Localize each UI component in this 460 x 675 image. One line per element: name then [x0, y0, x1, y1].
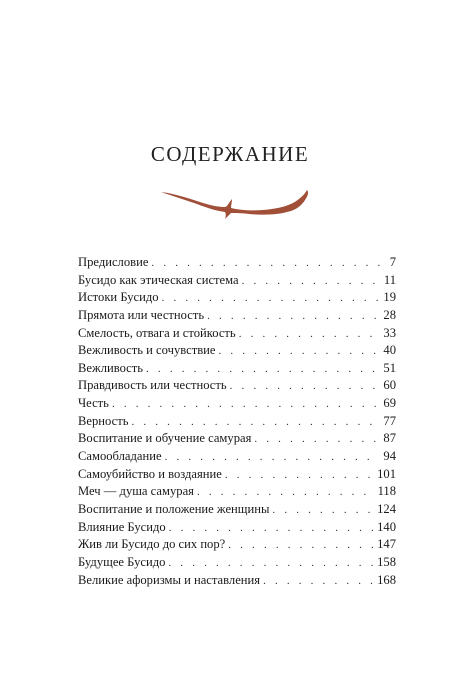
toc-entry-title: Влияние Бусидо	[78, 519, 166, 534]
toc-entry[interactable]	[78, 413, 396, 431]
toc-entry[interactable]	[78, 307, 396, 325]
toc-entry-page-number: 168	[377, 572, 396, 587]
toc-entry[interactable]	[78, 430, 396, 448]
toc-entry-title: Меч — душа самурая	[78, 484, 194, 499]
dot-leader	[207, 308, 379, 326]
dot-leader	[239, 326, 380, 344]
dot-leader	[168, 555, 373, 573]
dot-leader	[272, 502, 373, 520]
dot-leader	[225, 467, 373, 485]
toc-entry-title: Жив ли Бусидо до сих пор?	[78, 537, 226, 552]
toc-entry[interactable]	[78, 342, 396, 360]
dot-leader	[162, 290, 380, 308]
toc-entry-title: Верность	[78, 413, 129, 428]
toc-entry-title: Самообладание	[78, 449, 162, 464]
toc-entry-page-number: 51	[383, 360, 396, 375]
toc-entry[interactable]	[78, 572, 396, 590]
toc-entry-page-number: 124	[377, 501, 396, 516]
toc-entry-page-number: 94	[383, 449, 396, 464]
toc-entry[interactable]	[78, 325, 396, 343]
toc-entry-page-number: 28	[383, 307, 396, 322]
dot-leader	[263, 573, 373, 591]
toc-entry-page-number: 11	[383, 272, 396, 287]
toc-entry-title: Прямота или честность	[78, 307, 205, 322]
dot-leader	[197, 484, 374, 502]
dot-leader	[228, 537, 373, 555]
toc-entry[interactable]	[78, 554, 396, 572]
toc-entry-page-number: 87	[383, 431, 396, 446]
dot-leader	[112, 396, 379, 414]
toc-entry[interactable]	[78, 289, 396, 307]
toc-entry-title: Будущее Бусидо	[78, 554, 166, 569]
toc-entry-page-number: 147	[377, 537, 396, 552]
dot-leader	[169, 520, 373, 538]
toc-entry[interactable]	[78, 466, 396, 484]
toc-entry[interactable]	[78, 254, 396, 272]
toc-entry-title: Вежливость	[78, 360, 144, 375]
toc-entry-page-number: 7	[389, 255, 396, 269]
dot-leader	[146, 361, 379, 379]
toc-entry[interactable]	[78, 377, 396, 395]
toc-entry-title: Истоки Бусидо	[78, 290, 159, 305]
toc-entry-page-number: 77	[383, 413, 396, 428]
toc-entry[interactable]	[78, 501, 396, 519]
toc-entry-title: Воспитание и обучение самурая	[78, 431, 252, 446]
toc-entry-title: Вежливость и сочувствие	[78, 343, 216, 358]
toc-entry-title: Великие афоризмы и наставления	[78, 572, 261, 587]
dot-leader	[219, 343, 380, 361]
dot-leader	[131, 414, 379, 432]
toc-entry-title: Честь	[78, 396, 109, 411]
toc-entry-page-number: 140	[377, 519, 396, 534]
toc-entry-title: Смелость, отвага и стойкость	[78, 325, 236, 340]
toc-entry[interactable]	[78, 448, 396, 466]
toc-entry[interactable]	[78, 395, 396, 413]
toc-entry[interactable]	[78, 272, 396, 290]
page-title: СОДЕРЖАНИЕ	[150, 142, 310, 166]
toc-entry-page-number: 60	[383, 378, 396, 393]
dot-leader	[165, 449, 380, 467]
toc-entry-title: Правдивость или честность	[78, 378, 227, 393]
toc-entry-title: Бусидо как этическая система	[78, 272, 239, 287]
branch-ornament-icon	[159, 185, 319, 225]
toc-entry-page-number: 101	[377, 466, 396, 481]
toc-entry-title: Самоубийство и воздаяние	[78, 466, 222, 481]
toc-entry-title: Предисловие	[78, 255, 149, 269]
dot-leader	[230, 378, 380, 396]
table-of-contents	[78, 254, 396, 589]
dot-leader	[242, 273, 380, 291]
branch-shape	[161, 190, 308, 219]
toc-entry[interactable]	[78, 519, 396, 537]
dot-leader	[254, 431, 379, 449]
toc-entry-page-number: 118	[377, 484, 396, 499]
toc-entry-title: Воспитание и положение женщины	[78, 501, 270, 516]
toc-entry[interactable]	[78, 483, 396, 501]
toc-entry-page-number: 19	[383, 290, 396, 305]
toc-entry-page-number: 33	[383, 325, 396, 340]
toc-entry-page-number: 158	[377, 554, 396, 569]
toc-entry[interactable]	[78, 536, 396, 554]
toc-entry[interactable]	[78, 360, 396, 378]
toc-entry-page-number: 69	[383, 396, 396, 411]
toc-entry-page-number: 40	[383, 343, 396, 358]
dot-leader	[151, 255, 385, 273]
